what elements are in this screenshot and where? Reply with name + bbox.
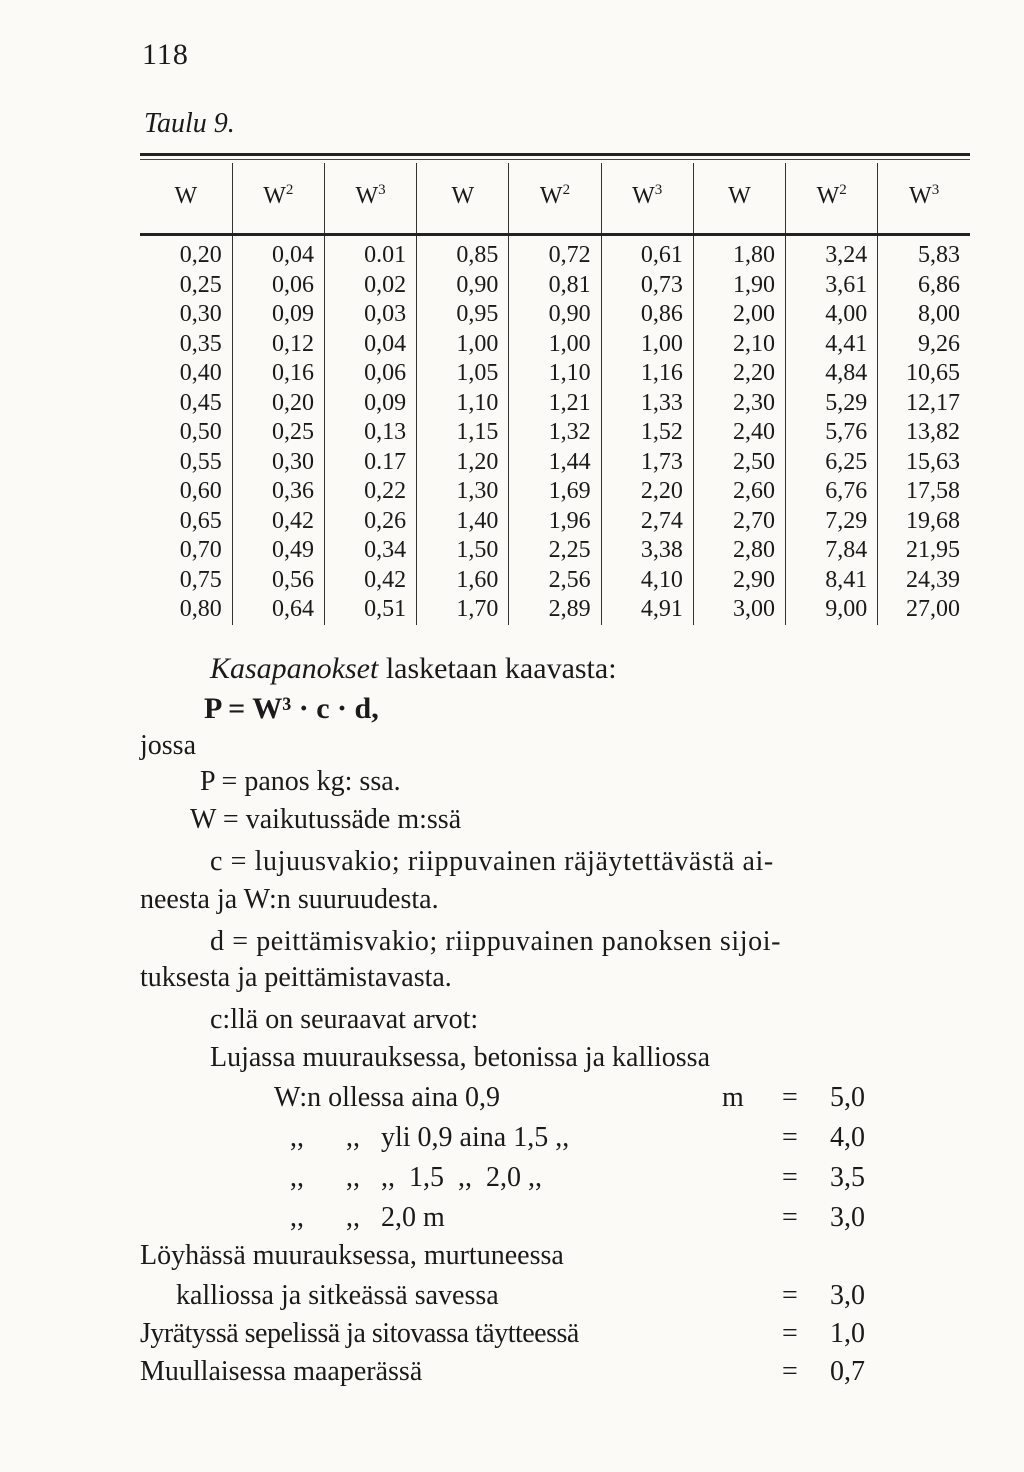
intro-line <box>210 652 617 686</box>
table-cell: 9,26 <box>878 330 970 360</box>
table-cell: 0,04 <box>324 330 416 360</box>
table-cell: 1,44 <box>509 448 601 478</box>
definition-p: P = panos kg: ssa. <box>200 766 401 797</box>
intro-rest: lasketaan kaavasta: <box>378 652 617 685</box>
column-header-exponent: 3 <box>654 182 663 198</box>
table-cell: 0,04 <box>232 229 324 271</box>
page-number: 118 <box>142 38 189 71</box>
table-cell: 1,15 <box>417 418 509 448</box>
table-cell: 0,12 <box>232 330 324 360</box>
c-row-2-label: ,, ,, yli 0,9 aina 1,5 ,, <box>290 1122 570 1153</box>
table-cell: 7,84 <box>786 536 878 566</box>
table-cell: 13,82 <box>878 418 970 448</box>
c-row-3-label: ,, ,, ,, 1,5 ,, 2,0 ,, <box>290 1162 542 1193</box>
definition-c-line1: c = lujuusvakio; riippuvainen räjäytettävästä ai- <box>210 846 774 877</box>
table-row <box>140 330 970 360</box>
table-cell: 3,24 <box>786 229 878 271</box>
loyhassa-value: 3,0 <box>830 1280 865 1311</box>
loyhassa-line2: kalliossa ja sitkeässä savessa <box>176 1280 499 1311</box>
table-cell: 10,65 <box>878 359 970 389</box>
table-top-rule-thin <box>140 159 970 160</box>
column-header-exponent: 3 <box>378 182 386 198</box>
table-cell: 0,40 <box>179 360 222 386</box>
column-header-base: W <box>174 182 198 209</box>
jyratyssa-value: 1,0 <box>830 1318 865 1349</box>
table-cell: 2,89 <box>509 595 601 625</box>
c-row-2-value: 4,0 <box>830 1122 865 1153</box>
table-cell: 0,09 <box>324 389 416 419</box>
table-body <box>140 229 970 625</box>
table-row <box>140 418 970 448</box>
table-cell: 0,25 <box>179 271 222 298</box>
table-cell: 1,80 <box>693 229 785 271</box>
table-cell: 2,50 <box>693 448 785 478</box>
table-cell: 0,56 <box>232 566 324 596</box>
column-header-1 <box>140 163 232 229</box>
table-cell: 0,06 <box>324 359 416 389</box>
c-row-3-value: 3,5 <box>830 1162 865 1193</box>
definition-w: W = vaikutussäde m:ssä <box>190 804 462 835</box>
table-cell: 15,63 <box>878 448 970 478</box>
table-row <box>140 448 970 478</box>
table-cell: 0,95 <box>417 300 509 330</box>
table-cell: 3,38 <box>601 536 693 566</box>
column-header-base: W <box>909 183 932 209</box>
c-row-4-value: 3,0 <box>830 1202 865 1233</box>
table-cell: 2,20 <box>601 477 693 507</box>
table-cell: 0,72 <box>509 229 601 271</box>
table-cell: 0,30 <box>232 448 324 478</box>
column-header-base: W <box>539 183 563 209</box>
table-cell: 21,95 <box>878 536 970 566</box>
c-row-3-eq: = <box>782 1162 798 1193</box>
c-row-1-label: W:n ollessa aina 0,9 <box>274 1082 501 1113</box>
column-header-exponent: 2 <box>839 182 847 198</box>
table-cell: 5,83 <box>878 229 970 271</box>
table-row <box>140 271 970 301</box>
table-cell: 1,52 <box>601 418 693 448</box>
table-cell: 0,70 <box>179 537 222 563</box>
table-cell: 0.17 <box>324 448 416 478</box>
column-header-base: W <box>451 182 475 209</box>
table-cell: 0,02 <box>324 271 416 301</box>
table-cell: 2,60 <box>693 477 785 507</box>
table-cell: 5,29 <box>786 389 878 419</box>
column-header-base: W <box>355 183 379 209</box>
column-header-7 <box>693 163 785 229</box>
definition-d-line2: tuksesta ja peittämistavasta. <box>140 962 452 993</box>
muullaisessa-line: Muullaisessa maaperässä <box>140 1356 423 1387</box>
table-cell: 0,42 <box>232 507 324 537</box>
loyhassa-eq: = <box>782 1280 798 1311</box>
jyratyssa-eq: = <box>782 1318 798 1349</box>
intro-italic: Kasapanokset <box>210 652 379 685</box>
table-cell: 8,41 <box>786 566 878 596</box>
definition-c-line2: neesta ja W:n suuruudesta. <box>140 884 439 915</box>
table-cell: 0,61 <box>601 229 693 271</box>
table-cell: 1,32 <box>509 418 601 448</box>
table-cell: 1,00 <box>601 330 693 360</box>
table-row <box>140 595 970 625</box>
table-cell: 2,10 <box>693 330 785 360</box>
table-row <box>140 477 970 507</box>
table-cell: 2,56 <box>509 566 601 596</box>
table-cell: 1,16 <box>601 359 693 389</box>
table-cell: 0,86 <box>601 300 693 330</box>
column-header-base: W <box>816 183 840 209</box>
table-cell: 1,60 <box>417 566 509 596</box>
table-cell: 4,84 <box>786 359 878 389</box>
table-row <box>140 300 970 330</box>
table-cell: 0,09 <box>232 300 324 330</box>
table-cell: 2,20 <box>693 359 785 389</box>
table-cell: 2,90 <box>693 566 785 596</box>
table-cell: 2,40 <box>693 418 785 448</box>
table-cell: 1,21 <box>509 389 601 419</box>
table-cell: 0,55 <box>179 448 222 475</box>
table-cell: 3,00 <box>693 595 785 625</box>
column-header-base: W <box>728 182 751 209</box>
muullaisessa-eq: = <box>782 1356 798 1387</box>
column-header-base: W <box>632 183 655 209</box>
table-cell: 6,25 <box>786 448 878 478</box>
table-cell: 2,25 <box>509 536 601 566</box>
table-cell: 1,10 <box>509 359 601 389</box>
table-cell: 0,80 <box>179 596 222 622</box>
table-cell: 0,16 <box>232 359 324 389</box>
column-header-9 <box>878 163 970 229</box>
muullaisessa-value: 0,7 <box>830 1356 865 1387</box>
table-cell: 0,90 <box>417 271 509 301</box>
jossa-label: jossa <box>140 730 196 761</box>
table-cell: 1,96 <box>509 507 601 537</box>
table-cell: 0,90 <box>509 300 601 330</box>
column-header-exponent: 2 <box>562 182 571 198</box>
column-header-2 <box>232 163 324 229</box>
table-cell: 6,76 <box>786 477 878 507</box>
column-header-exponent: 2 <box>285 182 294 198</box>
c-row-1-value: 5,0 <box>830 1082 865 1113</box>
table-cell: 0.01 <box>324 229 416 271</box>
table-cell: 4,91 <box>601 595 693 625</box>
table-title: Taulu 9. <box>144 108 235 139</box>
table-cell: 0,85 <box>417 229 509 271</box>
table-cell: 24,39 <box>878 566 970 596</box>
table-cell: 0,60 <box>179 478 222 504</box>
definition-d-line1: d = peittämisvakio; riippuvainen panoksen sijoi- <box>210 926 782 957</box>
table-cell: 3,61 <box>786 271 878 301</box>
table-cell: 0,49 <box>232 536 324 566</box>
column-header-base: W <box>263 183 286 209</box>
lujassa-line: Lujassa muurauksessa, betonissa ja kalliossa <box>210 1042 711 1073</box>
table-cell: 0,13 <box>324 418 416 448</box>
table-cell: 1,30 <box>417 477 509 507</box>
table-cell: 0,06 <box>232 271 324 301</box>
c-row-1-unit: m <box>722 1082 744 1113</box>
table-cell: 1,20 <box>417 448 509 478</box>
column-header-5 <box>509 163 601 229</box>
table-cell: 0,20 <box>232 389 324 419</box>
table-cell: 4,10 <box>601 566 693 596</box>
table-cell: 4,00 <box>786 300 878 330</box>
table-cell: 0,25 <box>232 418 324 448</box>
table-cell: 4,41 <box>786 330 878 360</box>
table-row <box>140 536 970 566</box>
table-cell: 0,34 <box>324 536 416 566</box>
table-cell: 0,36 <box>232 477 324 507</box>
c-row-4-label: ,, ,, 2,0 m <box>290 1202 445 1233</box>
table-cell: 0,22 <box>324 477 416 507</box>
table-cell: 7,29 <box>786 507 878 537</box>
loyhassa-line1: Löyhässä muurauksessa, murtuneessa <box>140 1240 564 1271</box>
table-row <box>140 359 970 389</box>
table-row <box>140 566 970 596</box>
column-header-6 <box>601 163 693 229</box>
column-header-3 <box>324 163 416 229</box>
table-cell: 2,30 <box>693 389 785 419</box>
table-cell: 0,45 <box>179 389 222 416</box>
table-header-row <box>140 163 970 229</box>
table-cell: 8,00 <box>878 300 970 330</box>
c-row-4-eq: = <box>782 1202 798 1233</box>
table-cell: 0,50 <box>179 419 222 445</box>
table-top-rule <box>140 153 970 156</box>
formula: P = W³ · c · d, <box>204 692 379 725</box>
jyratyssa-line: Jyrätyssä sepelissä ja sitovassa täytteessä <box>140 1318 579 1349</box>
table-cell: 1,50 <box>417 536 509 566</box>
table-cell: 1,69 <box>509 477 601 507</box>
table-cell: 2,00 <box>693 300 785 330</box>
table-cell: 2,70 <box>693 507 785 537</box>
table-cell: 0,64 <box>232 595 324 625</box>
table-cell: 0,81 <box>509 271 601 301</box>
table-cell: 1,90 <box>693 271 785 301</box>
table-cell: 17,58 <box>878 477 970 507</box>
table-cell: 5,76 <box>786 418 878 448</box>
table-cell: 9,00 <box>786 595 878 625</box>
table-cell: 0,30 <box>179 301 222 327</box>
table-cell: 1,00 <box>417 330 509 360</box>
table-cell: 2,80 <box>693 536 785 566</box>
table-cell: 1,33 <box>601 389 693 419</box>
table-row <box>140 507 970 537</box>
table-cell: 0,35 <box>179 330 222 357</box>
table-header-rule <box>140 233 970 236</box>
table-cell: 6,86 <box>878 271 970 301</box>
table-cell: 0,73 <box>601 271 693 301</box>
column-header-8 <box>786 163 878 229</box>
column-header-exponent: 3 <box>931 182 940 198</box>
table-cell: 0,51 <box>324 595 416 625</box>
table-cell: 2,74 <box>601 507 693 537</box>
table-cell: 27,00 <box>878 595 970 625</box>
table-cell: 0,03 <box>324 300 416 330</box>
table-cell: 0,75 <box>179 566 222 593</box>
column-header-4 <box>417 163 509 229</box>
table-row <box>140 389 970 419</box>
c-row-2-eq: = <box>782 1122 798 1153</box>
table-cell: 1,05 <box>417 359 509 389</box>
table-cell: 1,00 <box>509 330 601 360</box>
table-cell: 0,20 <box>179 242 222 268</box>
c-row-1-eq: = <box>782 1082 798 1113</box>
table-cell: 1,73 <box>601 448 693 478</box>
table-cell: 1,40 <box>417 507 509 537</box>
table-cell: 0,26 <box>324 507 416 537</box>
table-cell: 0,65 <box>179 507 222 534</box>
table-cell: 12,17 <box>878 389 970 419</box>
table-cell: 19,68 <box>878 507 970 537</box>
c-values-intro: c:llä on seuraavat arvot: <box>210 1004 479 1035</box>
table-cell: 1,70 <box>417 595 509 625</box>
table-cell: 0,42 <box>324 566 416 596</box>
table-cell: 1,10 <box>417 389 509 419</box>
